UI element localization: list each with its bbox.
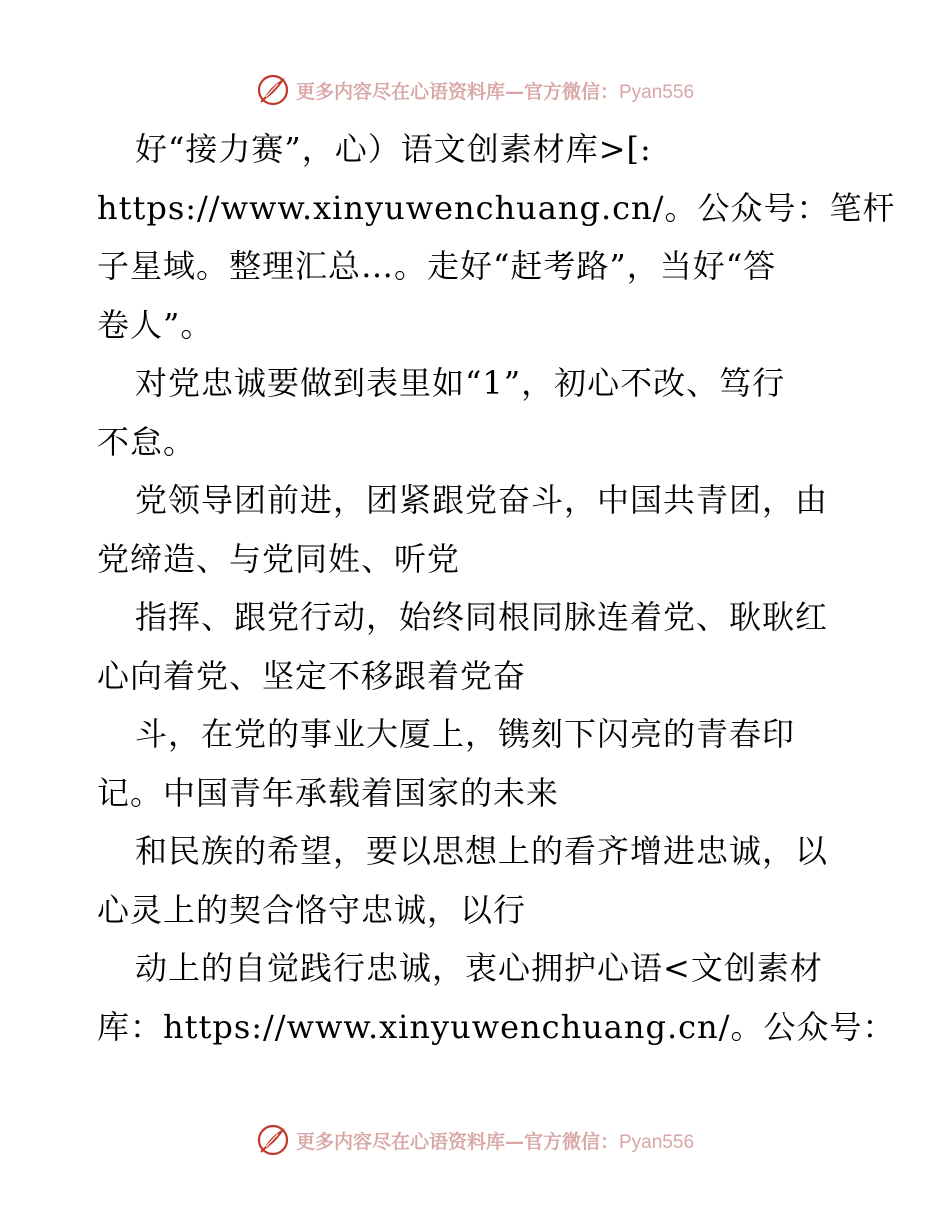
footer-banner-text: 更多内容尽在心语资料库—官方微信：Pyan556	[295, 1130, 695, 1153]
paragraph-line: 不怠。	[97, 422, 197, 461]
wechat-id: Pyan556	[619, 81, 695, 103]
paragraph-line: 库：https://www.xinyuwenchuang.cn/。公众号：	[97, 1007, 896, 1046]
wechat-id: Pyan556	[619, 1131, 695, 1153]
paragraph-line: 和民族的希望，要以思想上的看齐增进忠诚，以	[135, 832, 829, 870]
header-banner-text: 更多内容尽在心语资料库—官方微信：Pyan556	[295, 80, 695, 103]
paragraph-line: 记。中国青年承载着国家的未来	[97, 773, 560, 812]
paragraph-line: 党领导团前进，团紧跟党奋斗，中国共青团，由	[135, 481, 829, 519]
paragraph-line: 斗，在党的事业大厦上，镌刻下闪亮的青春印	[135, 715, 796, 753]
paragraph-line: 心灵上的契合恪守忠诚，以行	[97, 890, 527, 929]
footer-banner-content	[256, 1123, 694, 1157]
feather-pen-logo-icon	[256, 1123, 290, 1157]
paragraph-line: 卷人”。	[97, 305, 214, 344]
header-banner-content	[256, 73, 694, 107]
paragraph-line: 动上的自觉践行忠诚，衷心拥护心语<文创素材	[135, 949, 823, 987]
paragraph-line: https://www.xinyuwenchuang.cn/。公众号：笔杆	[97, 188, 896, 227]
document-body	[97, 120, 896, 1056]
paragraph-line: 心向着党、坚定不移跟着党奋	[97, 656, 527, 695]
paragraph-line: 好“接力赛”，心）语文创素材库>[:	[135, 130, 652, 168]
paragraph-line: 对党忠诚要做到表里如“1”，初心不改、笃行	[135, 364, 786, 402]
feather-pen-logo-icon	[256, 73, 290, 107]
header-banner	[0, 70, 950, 110]
paragraph-line: 指挥、跟党行动，始终同根同脉连着党、耿耿红	[135, 598, 829, 636]
paragraph-line: 党缔造、与党同姓、听党	[97, 539, 461, 578]
footer-banner	[0, 1120, 950, 1160]
paragraph-line: 子星域。整理汇总…。走好“赶考路”，当好“答	[97, 247, 777, 285]
